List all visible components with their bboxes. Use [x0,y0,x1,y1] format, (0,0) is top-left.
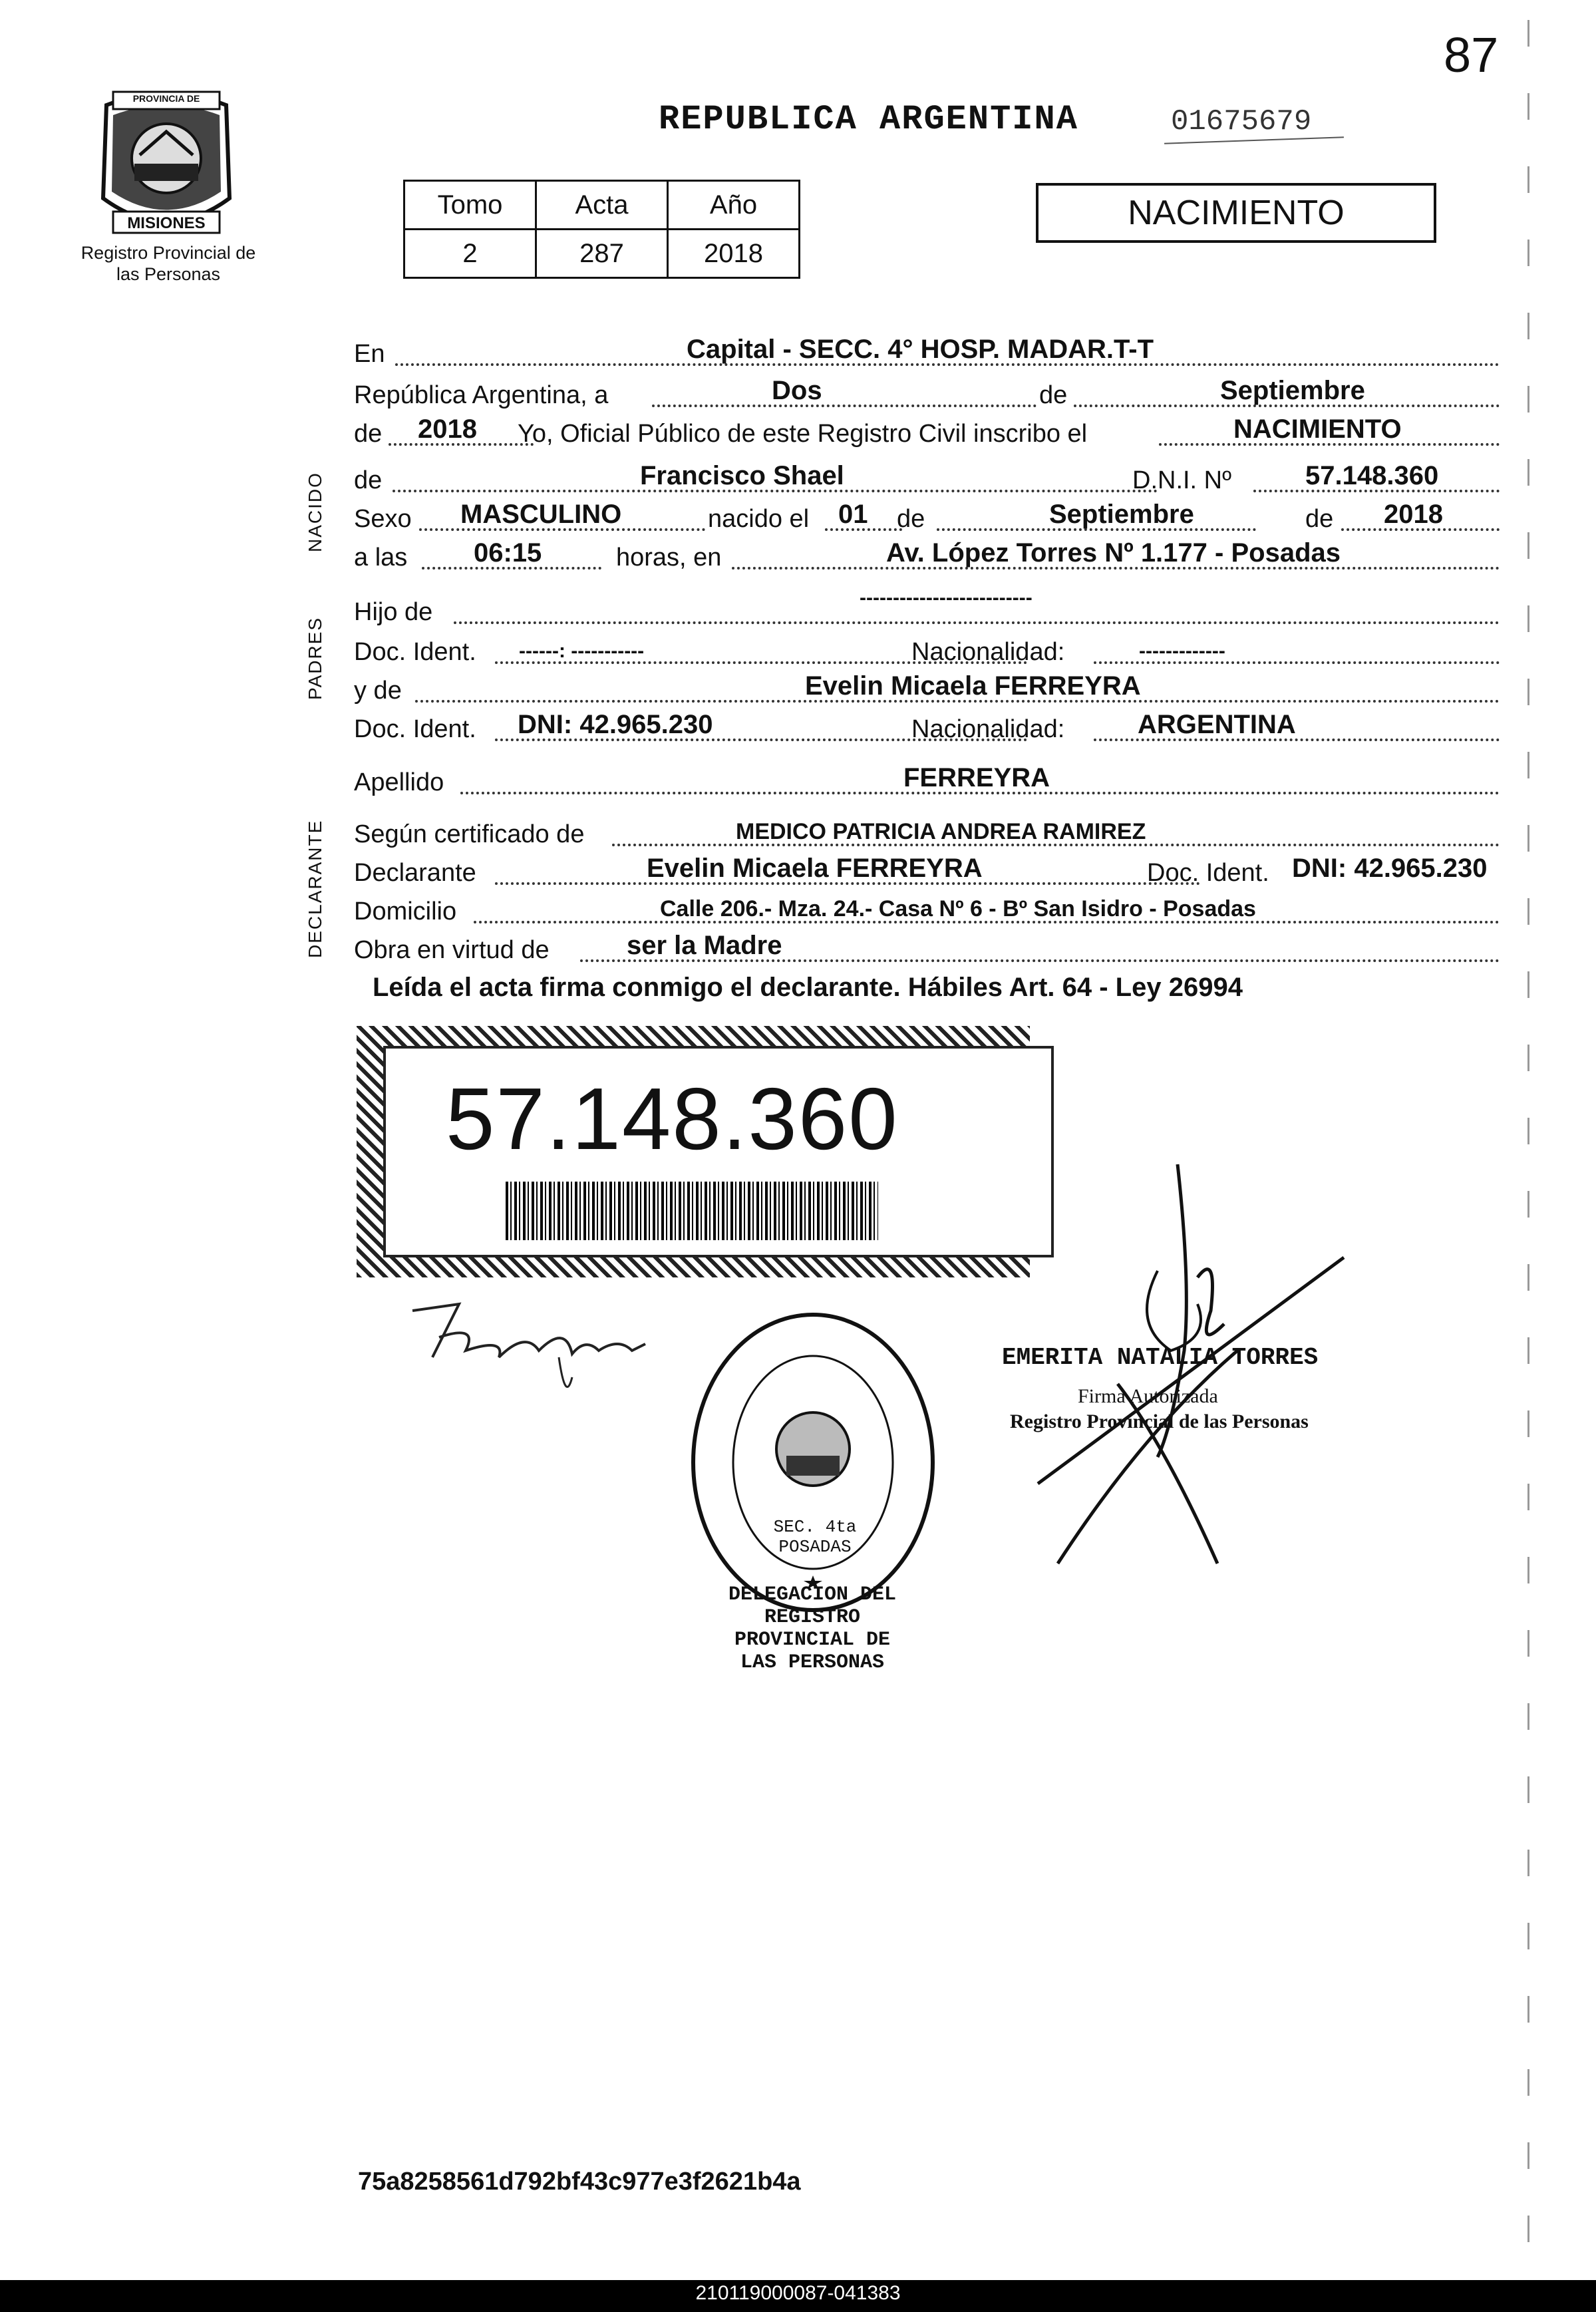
label-nacionalidad-padre: Nacionalidad: [911,638,1065,666]
signatory-role: Firma Autorizada [1078,1385,1218,1407]
label-nacionalidad-madre: Nacionalidad: [911,715,1065,743]
line-nombre [354,459,1498,499]
line-doc-madre [354,708,1498,748]
label-sexo: Sexo [354,505,412,533]
value-certificado: MEDICO PATRICIA ANDREA RAMIREZ [736,819,1146,844]
label-hijo: Hijo de [354,598,433,626]
label-inscribe: Yo, Oficial Público de este Registro Civil inscribo el [518,420,1088,448]
value-declarante: Evelin Micaela FERREYRA [647,854,983,883]
line-year [354,413,1498,452]
label-certificado: Según certificado de [354,820,585,848]
value-birth-month: Septiembre [1049,500,1194,529]
label-hora: a las [354,544,408,572]
value-sexo: MASCULINO [460,500,622,529]
dni-label-number: 57.148.360 [446,1070,899,1168]
label-dni: D.N.I. Nº [1132,466,1231,494]
value-madre: Evelin Micaela FERREYRA [805,671,1141,701]
value-apellido: FERREYRA [903,763,1050,792]
dni-barcode [506,1182,878,1240]
label-doc-madre: Doc. Ident. [354,715,476,743]
seal-outer-text: DELEGACION DEL REGISTRO PROVINCIAL DE LAS PERSONAS [728,1583,897,1674]
value-doc-declarante: DNI: 42.965.230 [1292,854,1488,883]
declarant-signature [406,1297,659,1417]
line-declarante [354,852,1498,892]
official-seal [687,1309,939,1615]
label-declarante: Declarante [354,859,476,887]
record-header-anio: Año [668,181,800,230]
value-birth-year: 2018 [1384,500,1443,529]
value-domicilio: Calle 206.- Mza. 24.- Casa Nº 6 - Bº San Isidro - Posadas [660,896,1256,921]
label-obra: Obra en virtud de [354,936,550,964]
value-nombre: Francisco Shael [640,461,844,490]
line-doc-padre [354,631,1498,671]
label-nacido: nacido el [708,505,810,533]
value-month: Septiembre [1220,376,1365,405]
line-obra [354,929,1498,969]
value-birth-day: 01 [838,500,868,529]
record-value-tomo: 2 [404,230,536,278]
section-label-nacido: NACIDO [305,472,325,552]
label-horas-en: horas, en [616,544,722,572]
line-apellido [354,761,1498,801]
registry-caption: Registro Provincial de las Personas [80,243,256,284]
label-doc-padre: Doc. Ident. [354,638,476,666]
line-sexo [354,498,1498,538]
label-apellido: Apellido [354,768,444,796]
section-label-padres: PADRES [305,616,325,700]
line-republica [354,374,1498,414]
record-table [403,180,800,279]
label-de-birth-month: de [897,505,925,533]
line-en [354,333,1498,373]
document-title: REPUBLICA ARGENTINA [659,100,1078,139]
record-header-acta: Acta [536,181,668,230]
dni-label [357,1026,1030,1277]
value-dni: 57.148.360 [1305,461,1439,490]
label-y-de: y de [354,677,402,705]
value-doc-padre: ------: ----------- [519,640,645,662]
label-doc-declarante: Doc. Ident. [1147,859,1269,887]
record-header-tomo: Tomo [404,181,536,230]
value-obra: ser la Madre [627,931,782,960]
margin-marks [1527,20,1529,2282]
line-certificado [354,813,1498,853]
line-hijo [354,587,1498,631]
label-nombre: de [354,466,383,494]
record-value-acta: 287 [536,230,668,278]
value-day: Dos [772,376,822,405]
label-republica: República Argentina, a [354,381,609,409]
value-nacionalidad-padre: ------------- [1139,640,1225,662]
record-value-anio: 2018 [668,230,800,278]
line-madre [354,669,1498,709]
value-doc-madre: DNI: 42.965.230 [518,710,713,739]
label-en: En [354,340,385,368]
line-domicilio [354,890,1498,930]
act-type-box: NACIMIENTO [1036,183,1436,243]
label-de-birth-year: de [1305,505,1334,533]
document-hash: 75a8258561d792bf43c977e3f2621b4a [358,2168,801,2196]
official-signature [998,1151,1370,1577]
signatory-name: EMERITA NATALIA TORRES [1002,1344,1319,1371]
signatory-office: Registro Provincial de las Personas [1010,1410,1309,1432]
section-label-declarante: DECLARANTE [305,819,325,958]
value-en: Capital - SECC. 4° HOSP. MADAR.T-T [687,335,1154,364]
label-domicilio: Domicilio [354,898,457,925]
label-de-year: de [354,420,383,448]
label-de-month: de [1039,381,1068,409]
value-year: 2018 [418,414,477,444]
closing-statement: Leída el acta firma conmigo el declarante. Hábiles Art. 64 - Ley 26994 [373,973,1243,1002]
emblem-bottom-text: MISIONES [127,214,206,232]
value-act: NACIMIENTO [1233,414,1402,444]
footer-code: 210119000087-041383 [695,2282,901,2304]
value-hora: 06:15 [474,538,542,568]
serial-number: 01675679 [1171,105,1312,138]
value-padre: -------------------------- [860,587,1033,609]
page-number: 87 [1444,27,1499,83]
line-hora [354,536,1498,576]
emblem-top-text: PROVINCIA DE [132,93,200,104]
value-nacionalidad-madre: ARGENTINA [1138,710,1296,739]
value-lugar: Av. López Torres Nº 1.177 - Posadas [886,538,1341,568]
seal-inner-text: SEC. 4ta POSADAS [773,1517,857,1557]
